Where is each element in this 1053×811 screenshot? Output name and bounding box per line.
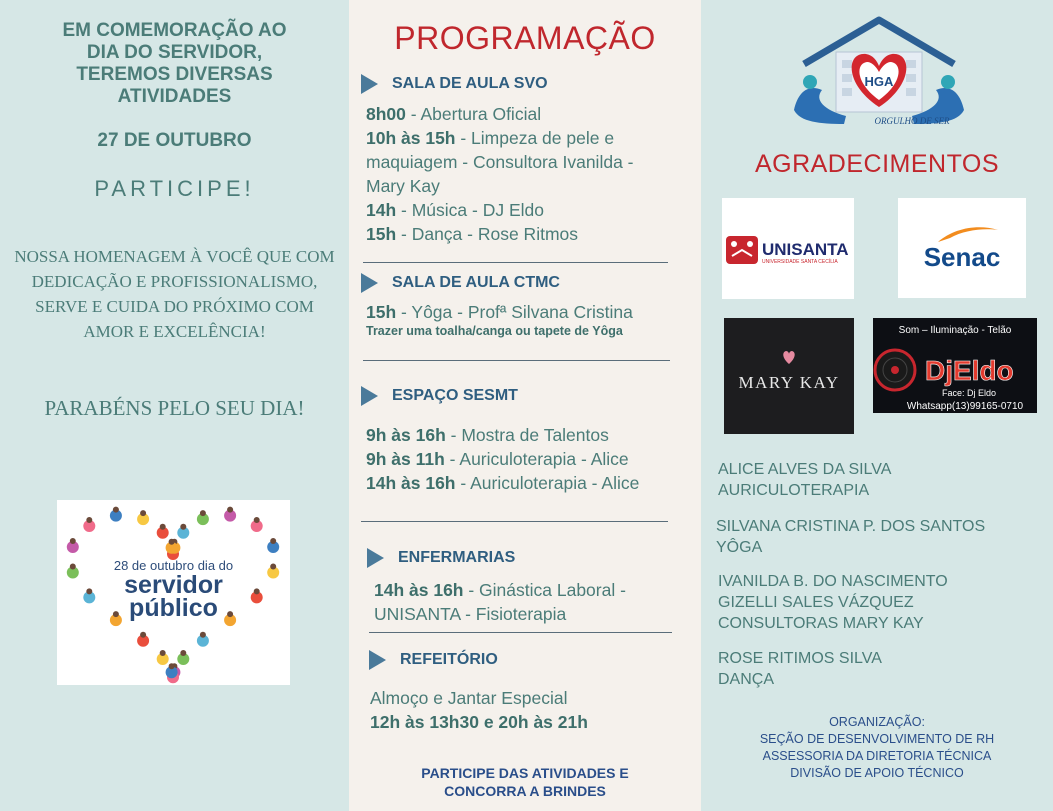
- schedule-line: UNISANTA - Fisioterapia: [374, 604, 567, 624]
- congrats-text: PARABÉNS PELO SEU DIA!: [44, 396, 305, 420]
- sponsor-marykay: [724, 318, 854, 434]
- schedule-line: 9h às 11h - Auriculoterapia - Alice: [366, 449, 629, 469]
- divider: [363, 360, 670, 361]
- homage-text: NOSSA HOMENAGEM À VOCÊ QUE COM DEDICAÇÃO E PROFISSIONALISMO, SERVE E CUIDA DO PRÓXIMO COM AMOR E EXCELÊNCIA!: [14, 247, 335, 341]
- person-head: [140, 510, 146, 516]
- person-head: [270, 538, 276, 544]
- person-head: [86, 517, 92, 523]
- organization-block: ORGANIZAÇÃO: SEÇÃO DE DESENVOLVIMENTO DE RH ASSESSORIA DA DIRETORIA TÉCNICA DIVISÃO DE APOIO TÉCNICO: [759, 715, 995, 780]
- schedule-line: 15h - Yôga - Profª Silvana Cristina: [366, 302, 633, 322]
- person-head: [140, 632, 146, 638]
- schedule-line: 9h às 16h - Mostra de Talentos: [366, 425, 609, 445]
- program-title: PROGRAMAÇÃO: [394, 20, 656, 56]
- djeldo-whatsapp: Whatsapp(13)99165-0710: [906, 401, 1024, 412]
- person-head: [227, 507, 233, 513]
- schedule-line: Mary Kay: [366, 176, 440, 196]
- sponsor-unisanta: [722, 198, 854, 299]
- person-head: [160, 524, 166, 530]
- person-head: [160, 650, 166, 656]
- event-date: 27 DE OUTUBRO: [97, 130, 252, 151]
- person-head: [200, 510, 206, 516]
- thanks-panel: [701, 0, 1053, 811]
- hga-initials: HGA: [864, 74, 894, 89]
- schedule-line: 8h00 - Abertura Oficial: [366, 104, 542, 124]
- schedule-line: Almoço e Jantar Especial: [370, 688, 568, 708]
- unisanta-name: UNISANTA: [762, 240, 849, 259]
- emblem-title: servidor público: [124, 571, 223, 622]
- section-sala-ctmc-items: [366, 300, 701, 338]
- section-refeitorio: REFEITÓRIO: [369, 650, 498, 670]
- divider: [361, 521, 668, 522]
- left-panel: [0, 0, 349, 811]
- person-head: [113, 507, 119, 513]
- hga-motto: ORGULHO DE SER: [874, 116, 950, 126]
- hospital-logo: [784, 12, 974, 132]
- ack-alice: ALICE ALVES DA SILVA AURICULOTERAPIA: [718, 461, 892, 499]
- person-head: [200, 632, 206, 638]
- unisanta-crest-icon: [726, 236, 758, 264]
- person-head: [254, 517, 260, 523]
- person-head: [70, 538, 76, 544]
- senac-name: Senac: [923, 242, 1001, 272]
- program-panel: [349, 0, 701, 811]
- schedule-line: 14h às 16h - Auriculoterapia - Alice: [366, 473, 640, 493]
- play-triangle-icon: [369, 650, 386, 670]
- heart-icon: [783, 351, 794, 364]
- section-enfermarias-items: [374, 578, 694, 626]
- section-espaco-sesmt: ESPAÇO SESMT: [361, 386, 518, 406]
- djeldo-face: Face: Dj Eldo: [941, 388, 997, 398]
- section-enfermarias: ENFERMARIAS: [367, 548, 515, 568]
- public-servant-emblem: [57, 500, 290, 685]
- person-head: [169, 663, 175, 669]
- ack-silvana: SILVANA CRISTINA P. DOS SANTOS YÔGA: [716, 518, 986, 556]
- sponsor-senac: [898, 198, 1026, 298]
- play-triangle-icon: [367, 548, 384, 568]
- sponsor-djeldo: [873, 318, 1037, 413]
- vinyl-record-icon: [875, 350, 915, 390]
- person-head: [169, 539, 175, 545]
- person-head: [180, 650, 186, 656]
- thanks-title: AGRADECIMENTOS: [754, 150, 1000, 178]
- person-head: [180, 524, 186, 530]
- yoga-note: Trazer uma toalha/canga ou tapete de Yôga: [366, 324, 623, 338]
- section-sala-svo-items: [366, 102, 696, 246]
- play-triangle-icon: [361, 386, 378, 406]
- schedule-line: 15h - Dança - Rose Ritmos: [366, 224, 579, 244]
- section-sala-ctmc: SALA DE AULA CTMC: [361, 273, 560, 293]
- hospital-hands-heart-icon: [784, 12, 974, 132]
- unisanta-sub: UNIVERSIDADE SANTA CECÍLIA: [762, 259, 838, 265]
- ack-rose: ROSE RITIMOS SILVA DANÇA: [718, 650, 882, 688]
- djeldo-services: Som – Iluminação - Telão: [898, 325, 1012, 336]
- section-sala-svo: SALA DE AULA SVO: [361, 74, 548, 94]
- schedule-line: 14h - Música - DJ Eldo: [366, 200, 544, 220]
- divider: [363, 262, 668, 263]
- play-triangle-icon: [361, 273, 378, 293]
- divider: [369, 632, 672, 633]
- djeldo-name: DjEldo: [925, 355, 1014, 386]
- emblem-date-text: 28 de outubro dia do: [113, 558, 234, 573]
- schedule-line: 10h às 15h - Limpeza de pele e: [366, 128, 615, 148]
- schedule-line: 14h às 16h - Ginástica Laboral -: [374, 580, 626, 600]
- event-headline: EM COMEMORAÇÃO AO DIA DO SERVIDOR, TEREMOS DIVERSAS ATIVIDADES: [62, 20, 287, 107]
- marykay-name: MARY KAY: [738, 373, 840, 392]
- call-to-action: PARTICIPE DAS ATIVIDADES E CONCORRA A BRINDES: [421, 765, 629, 799]
- play-triangle-icon: [361, 74, 378, 94]
- section-espaco-sesmt-items: [366, 423, 696, 495]
- participate-text: PARTICIPE!: [94, 176, 255, 201]
- senac-swoosh-icon: [938, 227, 998, 242]
- schedule-line: 12h às 13h30 e 20h às 21h: [370, 712, 588, 732]
- schedule-line: maquiagem - Consultora Ivanilda -: [366, 152, 634, 172]
- section-refeitorio-items: [370, 686, 695, 734]
- ack-ivanilda: IVANILDA B. DO NASCIMENTO GIZELLI SALES VÁZQUEZ CONSULTORAS MARY KAY: [718, 573, 948, 632]
